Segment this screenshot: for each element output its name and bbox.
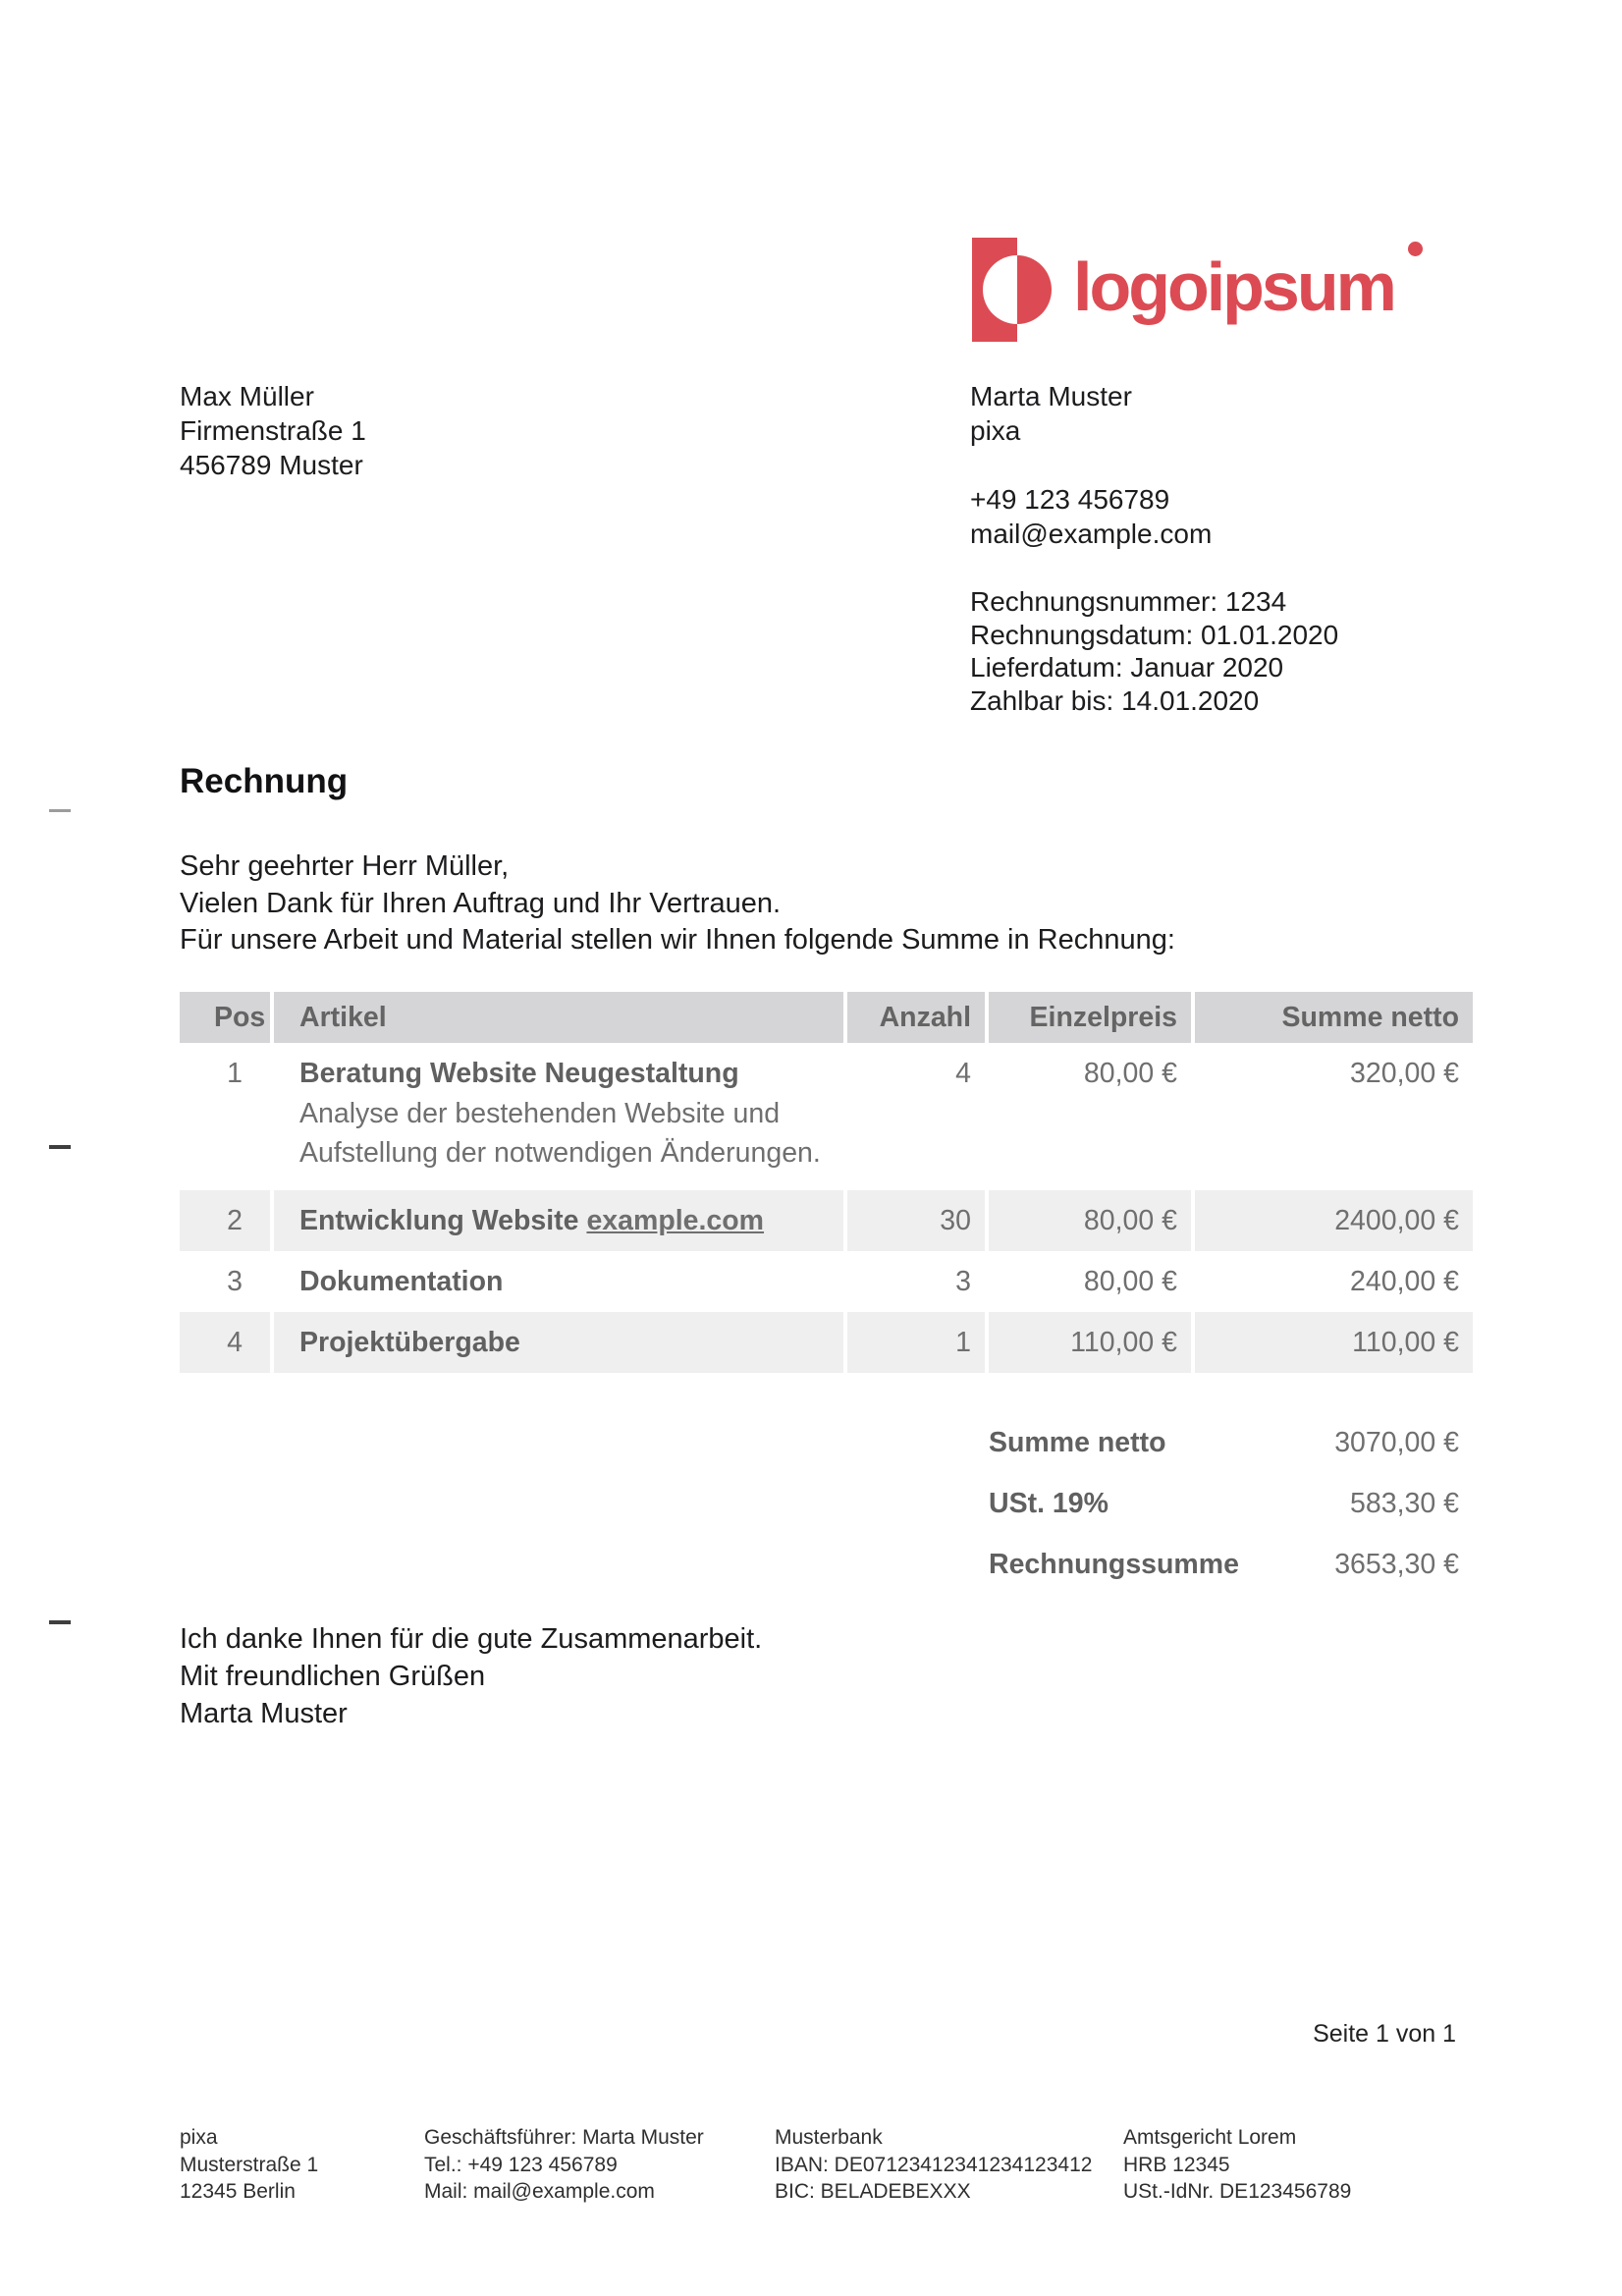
- table-row: [180, 1190, 1473, 1251]
- salutation-line: Für unsere Arbeit und Material stellen wir Ihnen folgende Summe in Rechnung:: [180, 924, 1175, 956]
- item-quantity: 1: [847, 1312, 985, 1373]
- total-vat-value: 583,30 €: [1350, 1488, 1459, 1519]
- footer-contact-column: Geschäftsführer: Marta Muster Tel.: +49 123 456789 Mail: mail@example.com: [424, 2126, 704, 2203]
- salutation: [180, 848, 1175, 959]
- logo-dot-icon: [1408, 242, 1423, 256]
- fold-mark-bottom: [49, 1620, 71, 1624]
- fold-mark-center: [49, 1145, 71, 1149]
- total-vat-row: [989, 1487, 1459, 1520]
- item-pos: 4: [180, 1312, 270, 1373]
- page-number: Seite 1 von 1: [1313, 2020, 1456, 2048]
- recipient-street: Firmenstraße 1: [180, 415, 366, 446]
- total-gross-label: Rechnungssumme: [989, 1549, 1239, 1580]
- item-unit-price: 80,00 €: [1083, 1266, 1177, 1297]
- item-title: Projektübergabe: [299, 1327, 520, 1358]
- signature-name: Marta Muster: [180, 1698, 348, 1729]
- logo-icon: [972, 238, 1052, 342]
- totals-section: [989, 1426, 1459, 1609]
- item-total: 2400,00 €: [1195, 1190, 1473, 1251]
- table-row: [180, 1251, 1473, 1312]
- item-unit-price: 80,00 €: [989, 1190, 1191, 1251]
- fold-mark-top: [49, 809, 71, 812]
- header-artikel: Artikel: [274, 992, 843, 1043]
- header-pos: Pos: [180, 992, 270, 1043]
- item-total: 240,00 €: [1350, 1266, 1459, 1297]
- total-gross-value: 3653,30 €: [1334, 1549, 1459, 1580]
- header-einzelpreis: Einzelpreis: [989, 992, 1191, 1043]
- total-net-label: Summe netto: [989, 1427, 1166, 1458]
- closing-line: Ich danke Ihnen für die gute Zusammenarbeit.: [180, 1623, 763, 1655]
- sender-name: Marta Muster: [970, 381, 1132, 411]
- item-unit-price: 80,00 €: [1083, 1058, 1177, 1089]
- header-anzahl: Anzahl: [847, 992, 985, 1043]
- item-unit-price: 110,00 €: [989, 1312, 1191, 1373]
- item-description: Analyse der bestehenden Website und Aufstellung der notwendigen Änderungen.: [299, 1098, 821, 1169]
- sender-email: mail@example.com: [970, 519, 1213, 549]
- table-header-row: [180, 992, 1473, 1043]
- salutation-line: Sehr geehrter Herr Müller,: [180, 850, 510, 882]
- total-vat-label: USt. 19%: [989, 1488, 1108, 1519]
- item-title: Beratung Website Neugestaltung: [299, 1058, 739, 1089]
- invoice-number: Rechnungsnummer: 1234: [970, 586, 1287, 617]
- table-row: [180, 1312, 1473, 1373]
- company-logo: [972, 238, 1394, 342]
- item-total: 110,00 €: [1195, 1312, 1473, 1373]
- item-pos: 1: [227, 1058, 243, 1089]
- footer-legal-column: Amtsgericht Lorem HRB 12345 USt.-IdNr. DE123456789: [1123, 2126, 1352, 2203]
- header-summe-netto: Summe netto: [1195, 992, 1473, 1043]
- total-net-row: [989, 1426, 1459, 1459]
- invoice-date: Rechnungsdatum: 01.01.2020: [970, 619, 1339, 650]
- item-title: Dokumentation: [299, 1266, 504, 1297]
- item-quantity: 3: [955, 1266, 971, 1297]
- logo-wordmark: logoipsum: [1073, 248, 1394, 325]
- invoice-meta: [970, 585, 1338, 717]
- salutation-line: Vielen Dank für Ihren Auftrag und Ihr Vertrauen.: [180, 887, 782, 919]
- table-row: [180, 1043, 1473, 1190]
- item-total: 320,00 €: [1350, 1058, 1459, 1089]
- items-table: [180, 992, 1473, 1373]
- recipient-city: 456789 Muster: [180, 450, 363, 480]
- total-gross-row: [989, 1548, 1459, 1581]
- footer-bank-column: Musterbank IBAN: DE07123412341234123412 BIC: BELADEBEXXX: [775, 2126, 1093, 2203]
- sender-address: [970, 379, 1212, 551]
- recipient-address: [180, 379, 366, 482]
- sender-phone: +49 123 456789: [970, 484, 1170, 515]
- page-title: Rechnung: [180, 762, 349, 800]
- closing-block: [180, 1620, 762, 1732]
- recipient-name: Max Müller: [180, 381, 314, 411]
- delivery-date: Lieferdatum: Januar 2020: [970, 652, 1284, 683]
- item-pos: 2: [180, 1190, 270, 1251]
- sender-company: pixa: [970, 415, 1021, 446]
- item-quantity: 30: [847, 1190, 985, 1251]
- total-net-value: 3070,00 €: [1334, 1427, 1459, 1458]
- item-quantity: 4: [955, 1058, 971, 1089]
- item-title: Entwicklung Website: [299, 1205, 587, 1236]
- footer-company-column: pixa Musterstraße 1 12345 Berlin: [180, 2126, 319, 2203]
- item-website-link[interactable]: example.com: [586, 1205, 765, 1236]
- due-date: Zahlbar bis: 14.01.2020: [970, 684, 1260, 716]
- closing-line: Mit freundlichen Grüßen: [180, 1661, 486, 1692]
- item-pos: 3: [227, 1266, 243, 1297]
